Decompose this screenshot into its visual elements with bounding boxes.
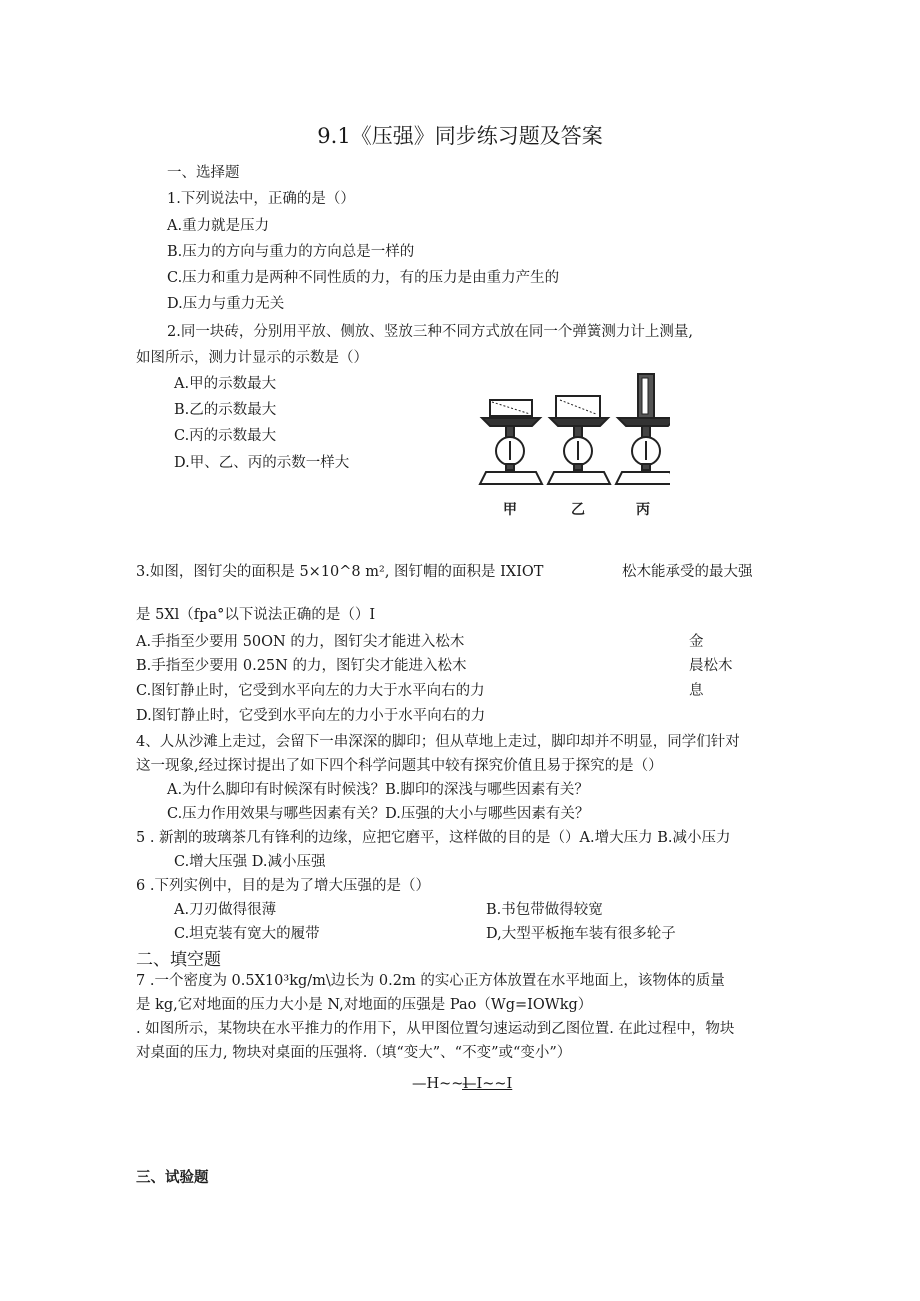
q2-option-b: B.乙的示数最大 [174, 402, 277, 418]
q6-option-a: A.刀刃做得很薄 [174, 902, 277, 918]
figure-label-bing: 丙 [636, 502, 650, 518]
spring-scale-figure [470, 368, 670, 520]
q3-side-note-2: 晨松木 [689, 658, 733, 674]
q4-stem-line1: 4、人从沙滩上走过，会留下一串深深的脚印；但从草地上走过，脚印却并不明显，同学们针对 [136, 734, 740, 750]
q2-option-d: D.甲、乙、丙的示数一样大 [174, 455, 350, 471]
section-experiment-heading: 三、试验题 [136, 1169, 209, 1186]
page-title: 9.1《压强》同步练习题及答案 [317, 124, 603, 148]
q3-stem-line1: 3.如图，图钉尖的面积是 5×10^8 m², 图钉帽的面积是 IXIOT [136, 564, 544, 580]
q4-options-ab: A.为什么脚印有时候深有时候浅？B.脚印的深浅与哪些因素有关？ [167, 782, 589, 798]
q7-line1: 7 .一个密度为 0.5X10³kg/m\边长为 0.2m 的实心正方体放置在水平地面上，该物体的质量 [136, 973, 725, 989]
q5-stem: 5 . 新割的玻璃茶几有锋利的边缘，应把它磨平，这样做的目的是（）A.增大压力 B.减小压力 [136, 830, 731, 846]
q3-option-b: B.手指至少要用 0.25N 的力，图钉尖才能进入松木 [136, 658, 467, 674]
q6-option-c: C.坦克装有宽大的履带 [174, 926, 320, 942]
q1-option-b: B.压力的方向与重力的方向总是一样的 [167, 244, 415, 260]
q6-stem: 6 .下列实例中，目的是为了增大压强的是（） [136, 878, 430, 894]
q7-line2: 是 kg,它对地面的压力大小是 N,对地面的压强是 Pao（Wg=IOWkg） [136, 997, 593, 1013]
q1-option-c: C.压力和重力是两种不同性质的力，有的压力是由重力产生的 [167, 270, 560, 286]
scale-jia [480, 400, 542, 484]
q8-line2: 对桌面的压力, 物块对桌面的压强将.（填“变大”、“不变”或“变小”） [136, 1045, 572, 1061]
q3-side-note-1: 金 [689, 634, 704, 650]
q3-option-c: C.图钉静止时，它受到水平向左的力大于水平向右的力 [136, 683, 485, 699]
q8-figure-a: —H~~l [412, 1076, 469, 1092]
q3-side-note-3: 息 [689, 683, 704, 699]
q8-figure-b: —I~~I [462, 1076, 513, 1092]
figure-label-yi: 乙 [571, 502, 585, 518]
q2-option-c: C.丙的示数最大 [174, 428, 277, 444]
figure-label-jia: 甲 [503, 502, 517, 518]
q4-stem-line2: 这一现象,经过探讨提出了如下四个科学问题其中较有探究价值且易于探究的是（） [136, 758, 663, 774]
q1-option-d: D.压力与重力无关 [167, 296, 285, 312]
q1-stem: 1.下列说法中，正确的是（） [167, 191, 355, 207]
scale-yi [548, 396, 610, 484]
section-fill-heading: 二、填空题 [136, 950, 221, 970]
q6-option-d: D,大型平板拖车装有很多轮子 [486, 926, 676, 942]
q2-stem-line2: 如图所示，测力计显示的示数是（） [136, 350, 368, 366]
q4-options-cd: C.压力作用效果与哪些因素有关？D.压强的大小与哪些因素有关？ [167, 806, 590, 822]
section-choice-heading: 一、选择题 [167, 165, 240, 181]
q3-option-a: A.手指至少要用 50ON 的力，图钉尖才能进入松木 [136, 634, 465, 650]
brick-side [556, 396, 600, 418]
q2-option-a: A.甲的示数最大 [174, 376, 277, 392]
q3-stem-line1-right: 松木能承受的最大强 [622, 564, 753, 580]
q5-options-cd: C.增大压强 D.减小压强 [174, 854, 326, 870]
scale-bing [616, 374, 670, 484]
q3-stem-line2: 是 5Xl（fpa°以下说法正确的是（）I [136, 607, 376, 623]
q8-line1: . 如图所示，某物块在水平推力的作用下，从甲图位置匀速运动到乙图位置. 在此过程中，物块 [136, 1021, 735, 1037]
q1-option-a: A.重力就是压力 [167, 218, 270, 234]
brick-flat [490, 400, 532, 416]
q3-option-d: D.图钉静止时，它受到水平向左的力小于水平向右的力 [136, 708, 486, 724]
q2-stem-line1: 2.同一块砖，分别用平放、侧放、竖放三种不同方式放在同一个弹簧测力计上测量, [167, 324, 693, 340]
q6-option-b: B.书包带做得较宽 [486, 902, 603, 918]
